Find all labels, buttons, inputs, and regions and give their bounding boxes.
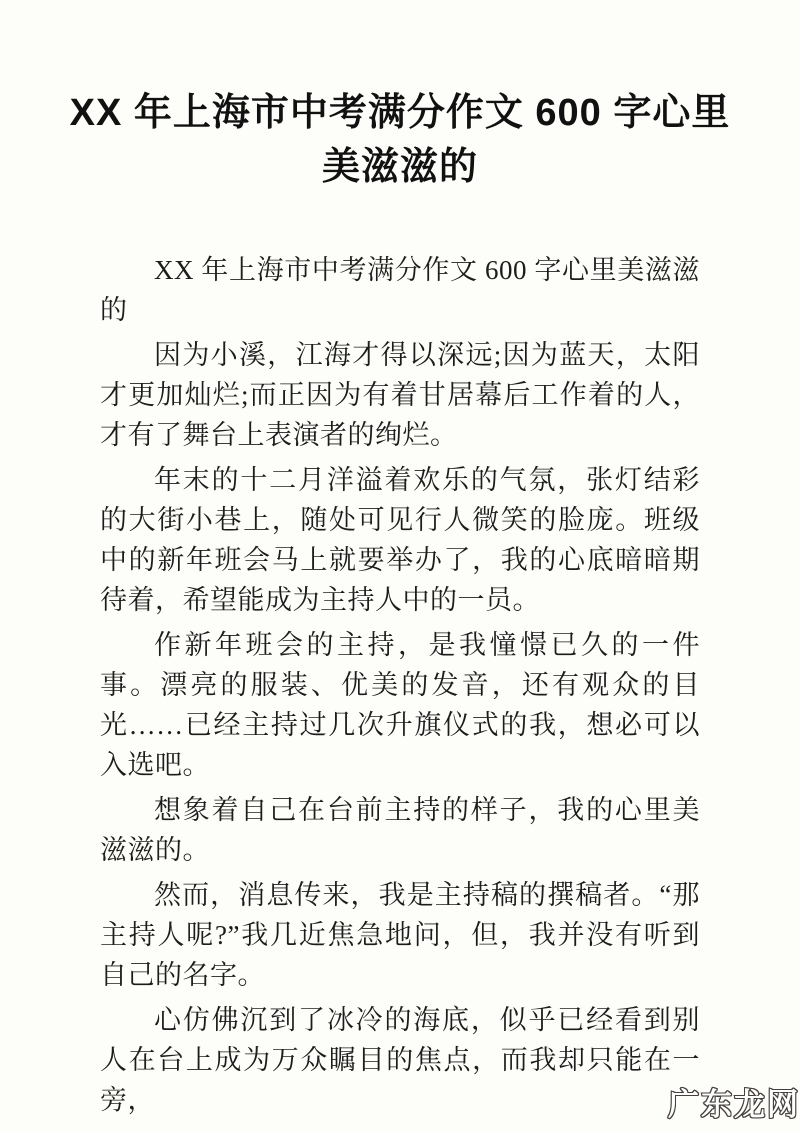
site-watermark: 广东龙网 (668, 1087, 800, 1123)
essay-body (100, 250, 700, 1120)
essay-paragraph: 因为小溪，江海才得以深远;因为蓝天，太阳才更加灿烂;而正因为有着甘居幕后工作着的人，才有了舞台上表演者的绚烂。 (100, 340, 700, 450)
essay-title (0, 0, 800, 194)
essay-title-line-2: 美滋滋的 (321, 146, 478, 188)
essay-title-line-1: XX 年上海市中考满分作文 600 字心里 (69, 92, 731, 134)
essay-paragraph: 年末的十二月洋溢着欢乐的气氛，张灯结彩的大街小巷上，随处可见行人微笑的脸庞。班级中的新年班会马上就要举办了，我的心底暗暗期待着，希望能成为主持人中的一员。 (100, 465, 700, 615)
essay-paragraph: 作新年班会的主持，是我憧憬已久的一件事。漂亮的服装、优美的发音，还有观众的目光……已经主持过几次升旗仪式的我，想必可以入选吧。 (100, 630, 700, 780)
essay-paragraph: 想象着自己在台前主持的样子，我的心里美滋滋的。 (100, 795, 700, 865)
essay-paragraph: 然而，消息传来，我是主持稿的撰稿者。“那主持人呢?”我几近焦急地问，但，我并没有听到自己的名字。 (100, 880, 700, 990)
essay-paragraph: XX 年上海市中考满分作文 600 字心里美滋滋的 (100, 255, 700, 325)
essay-paragraph: 心仿佛沉到了冰冷的海底，似乎已经看到别人在台上成为万众瞩目的焦点，而我却只能在一旁， (100, 1005, 700, 1115)
